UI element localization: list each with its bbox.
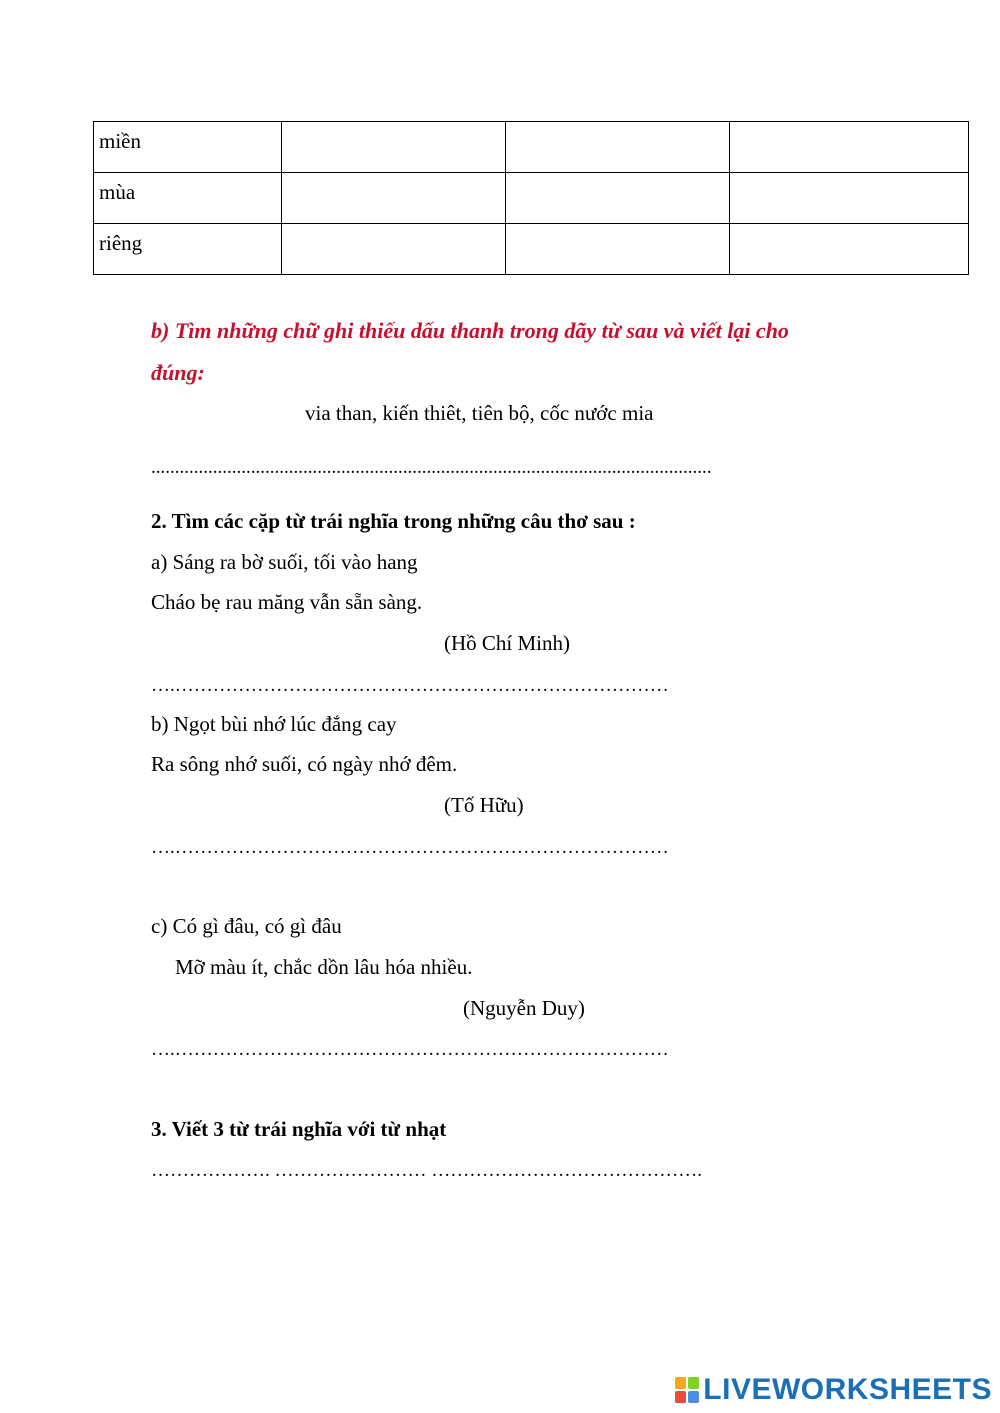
section-b-heading: b) Tìm những chữ ghi thiếu dấu thanh trong dãy từ sau và viết lại cho: [151, 318, 789, 343]
table-cell-label: riêng: [94, 224, 282, 275]
table-cell-blank[interactable]: [282, 173, 506, 224]
question-2-title: 2. Tìm các cặp từ trái nghĩa trong những câu thơ sau :: [151, 509, 636, 533]
poem-b-line1: b) Ngọt bùi nhớ lúc đắng cay: [151, 712, 397, 736]
word-table: [93, 121, 969, 275]
answer-line-a[interactable]: ….……………………………………………………………………: [151, 675, 669, 696]
answer-line-3[interactable]: ………………. …………………… …………………………………….: [151, 1160, 702, 1181]
table-cell-blank[interactable]: [730, 224, 969, 275]
table-row: [94, 224, 969, 275]
table-row: [94, 173, 969, 224]
answer-line-c[interactable]: ….……………………………………………………………………: [151, 1039, 669, 1060]
word-list: via than, kiến thiêt, tiên bộ, cốc nước mia: [305, 401, 654, 425]
table-cell-blank[interactable]: [730, 173, 969, 224]
poem-b-author: (Tố Hữu): [444, 793, 524, 817]
liveworksheets-logo-icon: [675, 1377, 699, 1403]
table-cell-blank[interactable]: [506, 224, 730, 275]
table-row: [94, 122, 969, 173]
table-cell-blank[interactable]: [282, 122, 506, 173]
poem-a-line1: a) Sáng ra bờ suối, tối vào hang: [151, 550, 418, 574]
poem-c-line2: Mỡ màu ít, chắc dồn lâu hóa nhiều.: [175, 955, 473, 979]
section-b-heading-cont: đúng:: [151, 360, 205, 385]
poem-c-author: (Nguyễn Duy): [463, 996, 585, 1020]
table-cell-blank[interactable]: [730, 122, 969, 173]
table-cell-blank[interactable]: [282, 224, 506, 275]
answer-line-b[interactable]: ….……………………………………………………………………: [151, 837, 669, 858]
table-cell-blank[interactable]: [506, 173, 730, 224]
poem-b-line2: Ra sông nhớ suối, có ngày nhớ đêm.: [151, 752, 458, 776]
table-cell-label: mùa: [94, 173, 282, 224]
poem-a-line2: Cháo bẹ rau măng vẫn sẵn sàng.: [151, 590, 423, 614]
answer-line[interactable]: ......................................................................................................................: [151, 457, 712, 478]
poem-a-author: (Hồ Chí Minh): [444, 631, 570, 655]
table-cell-label: miền: [94, 122, 282, 173]
watermark: [675, 1373, 992, 1407]
watermark-text: LIVEWORKSHEETS: [703, 1373, 992, 1406]
table-cell-blank[interactable]: [506, 122, 730, 173]
question-3-title: 3. Viết 3 từ trái nghĩa với từ nhạt: [151, 1117, 447, 1141]
poem-c-line1: c) Có gì đâu, có gì đâu: [151, 914, 342, 938]
